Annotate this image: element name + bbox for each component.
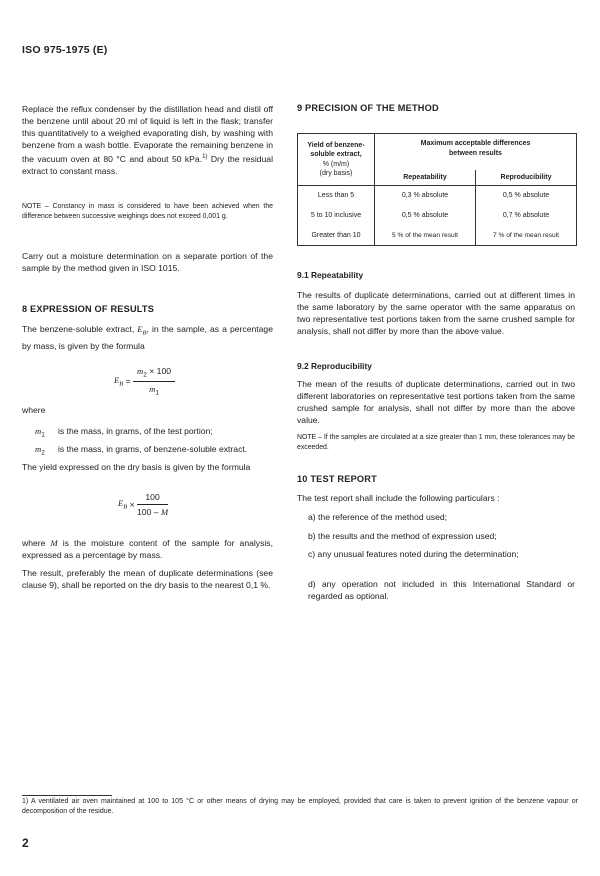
- formula-extract-fraction: [133, 366, 175, 396]
- paragraph-evaporation-text: Replace the reflux condenser by the distillation head and distil off the benzene until about 20 ml of liquid is left in the flask; transfer this quantitatively to a weighed evaporating dish, by washing with benzene from a wash bottle. Evaporate the remaining benzene in the vacuum oven at 80 °C and about 50 kPa.: [22, 104, 273, 164]
- list-item: a) the reference of the method used;: [308, 512, 448, 522]
- cell-yield: Less than 5: [298, 186, 375, 206]
- table-row: [298, 206, 577, 226]
- def-m1-symbol: m: [35, 426, 42, 436]
- formula-dry-den-a: 100 –: [137, 507, 161, 517]
- formula-extract-lhs: [114, 374, 124, 388]
- definition-m2-text: is the mass, in grams, of benzene-soluble extract.: [58, 444, 248, 454]
- para5-b: is the moisture content of the sample for analysis, expressed as a percentage by mass.: [22, 538, 273, 560]
- header-max-line2: between results: [449, 149, 502, 157]
- formula-extract-lhs-letter: E: [114, 374, 120, 385]
- document-id: ISO 975-1975 (E): [22, 44, 108, 56]
- cell-reproducibility: 0,7 % absolute: [476, 206, 577, 226]
- formula-extract-num-sub: 2: [143, 371, 147, 379]
- def-m2-symbol: m: [35, 444, 42, 454]
- paragraph-moisture-content: [22, 537, 273, 561]
- cell-reproducibility: 7 % of the mean result: [476, 226, 577, 246]
- formula-dry-eb-letter: E: [118, 498, 124, 509]
- list-item: c) any unusual features noted during the determination;: [308, 549, 519, 559]
- table-row: [298, 186, 577, 206]
- formula-extract-denominator: [133, 382, 175, 397]
- formula-extract-numerator: [133, 366, 175, 382]
- formula-extract-lhs-sub: B: [119, 380, 124, 388]
- paragraph-test-report-intro: The test report shall include the following particulars :: [297, 493, 500, 503]
- header-yield-line3: % (m/m): [322, 160, 350, 168]
- para5-M: M: [50, 538, 58, 548]
- formula-extract-den-m: m: [149, 383, 156, 394]
- para5-a: where: [22, 538, 51, 548]
- definition-m2: [35, 443, 45, 460]
- symbol-eb-letter: E: [137, 324, 143, 334]
- section-9-2-heading: 9.2 Reproducibility: [297, 361, 372, 371]
- header-yield: [298, 134, 375, 186]
- paragraph-result-reporting: The result, preferably the mean of duplicate determinations (see clause 9), shall be reported on the dry basis to the nearest 0,1 %.: [22, 568, 273, 590]
- note-constancy: NOTE – Constancy in mass is considered to have been achieved when the difference between successive weighings does not exceed 0,001 g.: [22, 203, 273, 220]
- formula-dry-eb-sub: B: [123, 503, 128, 511]
- table-row: [298, 226, 577, 246]
- list-item: d) any operation not included in this International Standard or regarded as optional.: [308, 579, 575, 601]
- para3-text-b: , in the sample, as a percentage by mass, is given by the formula: [22, 324, 273, 351]
- def-m1-sub: 1: [41, 431, 45, 439]
- note-sample-size: NOTE – If the samples are circulated at a size greater than 1 mm, these tolerances may be exceeded.: [297, 434, 575, 451]
- definition-m1-text: is the mass, in grams, of the test portion;: [58, 426, 213, 436]
- formula-extract-num-m: m: [137, 366, 144, 376]
- paragraph-dry-basis: The yield expressed on the dry basis is given by the formula: [22, 462, 251, 472]
- header-yield-line2: soluble extract,: [310, 151, 362, 158]
- header-yield-line1: Yield of benzene-: [307, 141, 365, 149]
- paragraph-moisture: Carry out a moisture determination on a separate portion of the sample by the method given in ISO 1015.: [22, 251, 273, 273]
- paragraph-extract-formula-intro: [22, 323, 273, 352]
- header-max-line1: Maximum acceptable differences: [420, 140, 531, 147]
- cell-yield: Greater than 10: [298, 226, 375, 246]
- definition-m1: [35, 425, 45, 442]
- cell-reproducibility: 0,5 % absolute: [476, 186, 577, 206]
- formula-dry-numerator: 100: [137, 492, 168, 505]
- footnote-ref[interactable]: 1): [202, 154, 208, 160]
- footnote-divider: [22, 795, 112, 796]
- formula-dry-denominator: [137, 505, 168, 517]
- def-m2-sub: 2: [41, 449, 45, 457]
- page-number: 2: [22, 836, 29, 850]
- paragraph-reproducibility: The mean of the results of duplicate determinations, carried out in two different laboratories on representative test portions taken from the same crushed sample for analysis, shall not differ by more than the above value.: [297, 379, 575, 425]
- section-8-heading: 8 EXPRESSION OF RESULTS: [22, 304, 155, 314]
- formula-extract: [114, 366, 175, 396]
- header-repeatability: Repeatability: [375, 170, 476, 186]
- paragraph-evaporation-end: Dry the residual extract to constant mass.: [22, 153, 273, 176]
- section-9-1-heading: 9.1 Repeatability: [297, 270, 364, 280]
- cell-repeatability: 0,5 % absolute: [375, 206, 476, 226]
- section-9-heading: 9 PRECISION OF THE METHOD: [297, 103, 439, 113]
- paragraph-evaporation: [22, 103, 273, 177]
- list-item: b) the results and the method of expression used;: [308, 531, 497, 541]
- footnote: 1) A ventilated air oven maintained at 100 to 105 °C or other means of drying may be employed, provided that care is taken to prevent ignition of the benzene vapour or decomposition of the residue.: [22, 798, 578, 815]
- header-yield-line4: (dry basis): [319, 170, 353, 177]
- table-header-row: [298, 134, 577, 170]
- formula-extract-num-tail: × 100: [146, 366, 172, 376]
- section-10-heading: 10 TEST REPORT: [297, 474, 377, 484]
- symbol-eb: [137, 324, 147, 337]
- paragraph-repeatability: The results of duplicate determinations, carried out at different times in the same laboratory by the same operator with the same apparatus on two representative test portions taken from the same crushed sample for analysis, shall not differ by more than the above value.: [297, 290, 575, 336]
- header-max-differences: [375, 134, 577, 170]
- symbol-eb-sub: B: [142, 329, 147, 337]
- header-reproducibility: Reproducibility: [476, 170, 577, 186]
- formula-extract-equals: =: [125, 376, 131, 387]
- formula-dry-times: ×: [129, 499, 138, 510]
- formula-dry-fraction: [137, 492, 168, 517]
- formula-extract-den-sub: 1: [155, 389, 159, 397]
- formula-dry-eb: [118, 498, 128, 511]
- formula-dry-den-M: M: [160, 507, 169, 517]
- formula-dry-basis: [118, 492, 168, 517]
- cell-yield: 5 to 10 inclusive: [298, 206, 375, 226]
- cell-repeatability: 5 % of the mean result: [375, 226, 476, 246]
- para3-text-a: The benzene-soluble extract,: [22, 324, 138, 334]
- cell-repeatability: 0,3 % absolute: [375, 186, 476, 206]
- precision-table: [297, 133, 577, 246]
- where-label: where: [22, 405, 46, 415]
